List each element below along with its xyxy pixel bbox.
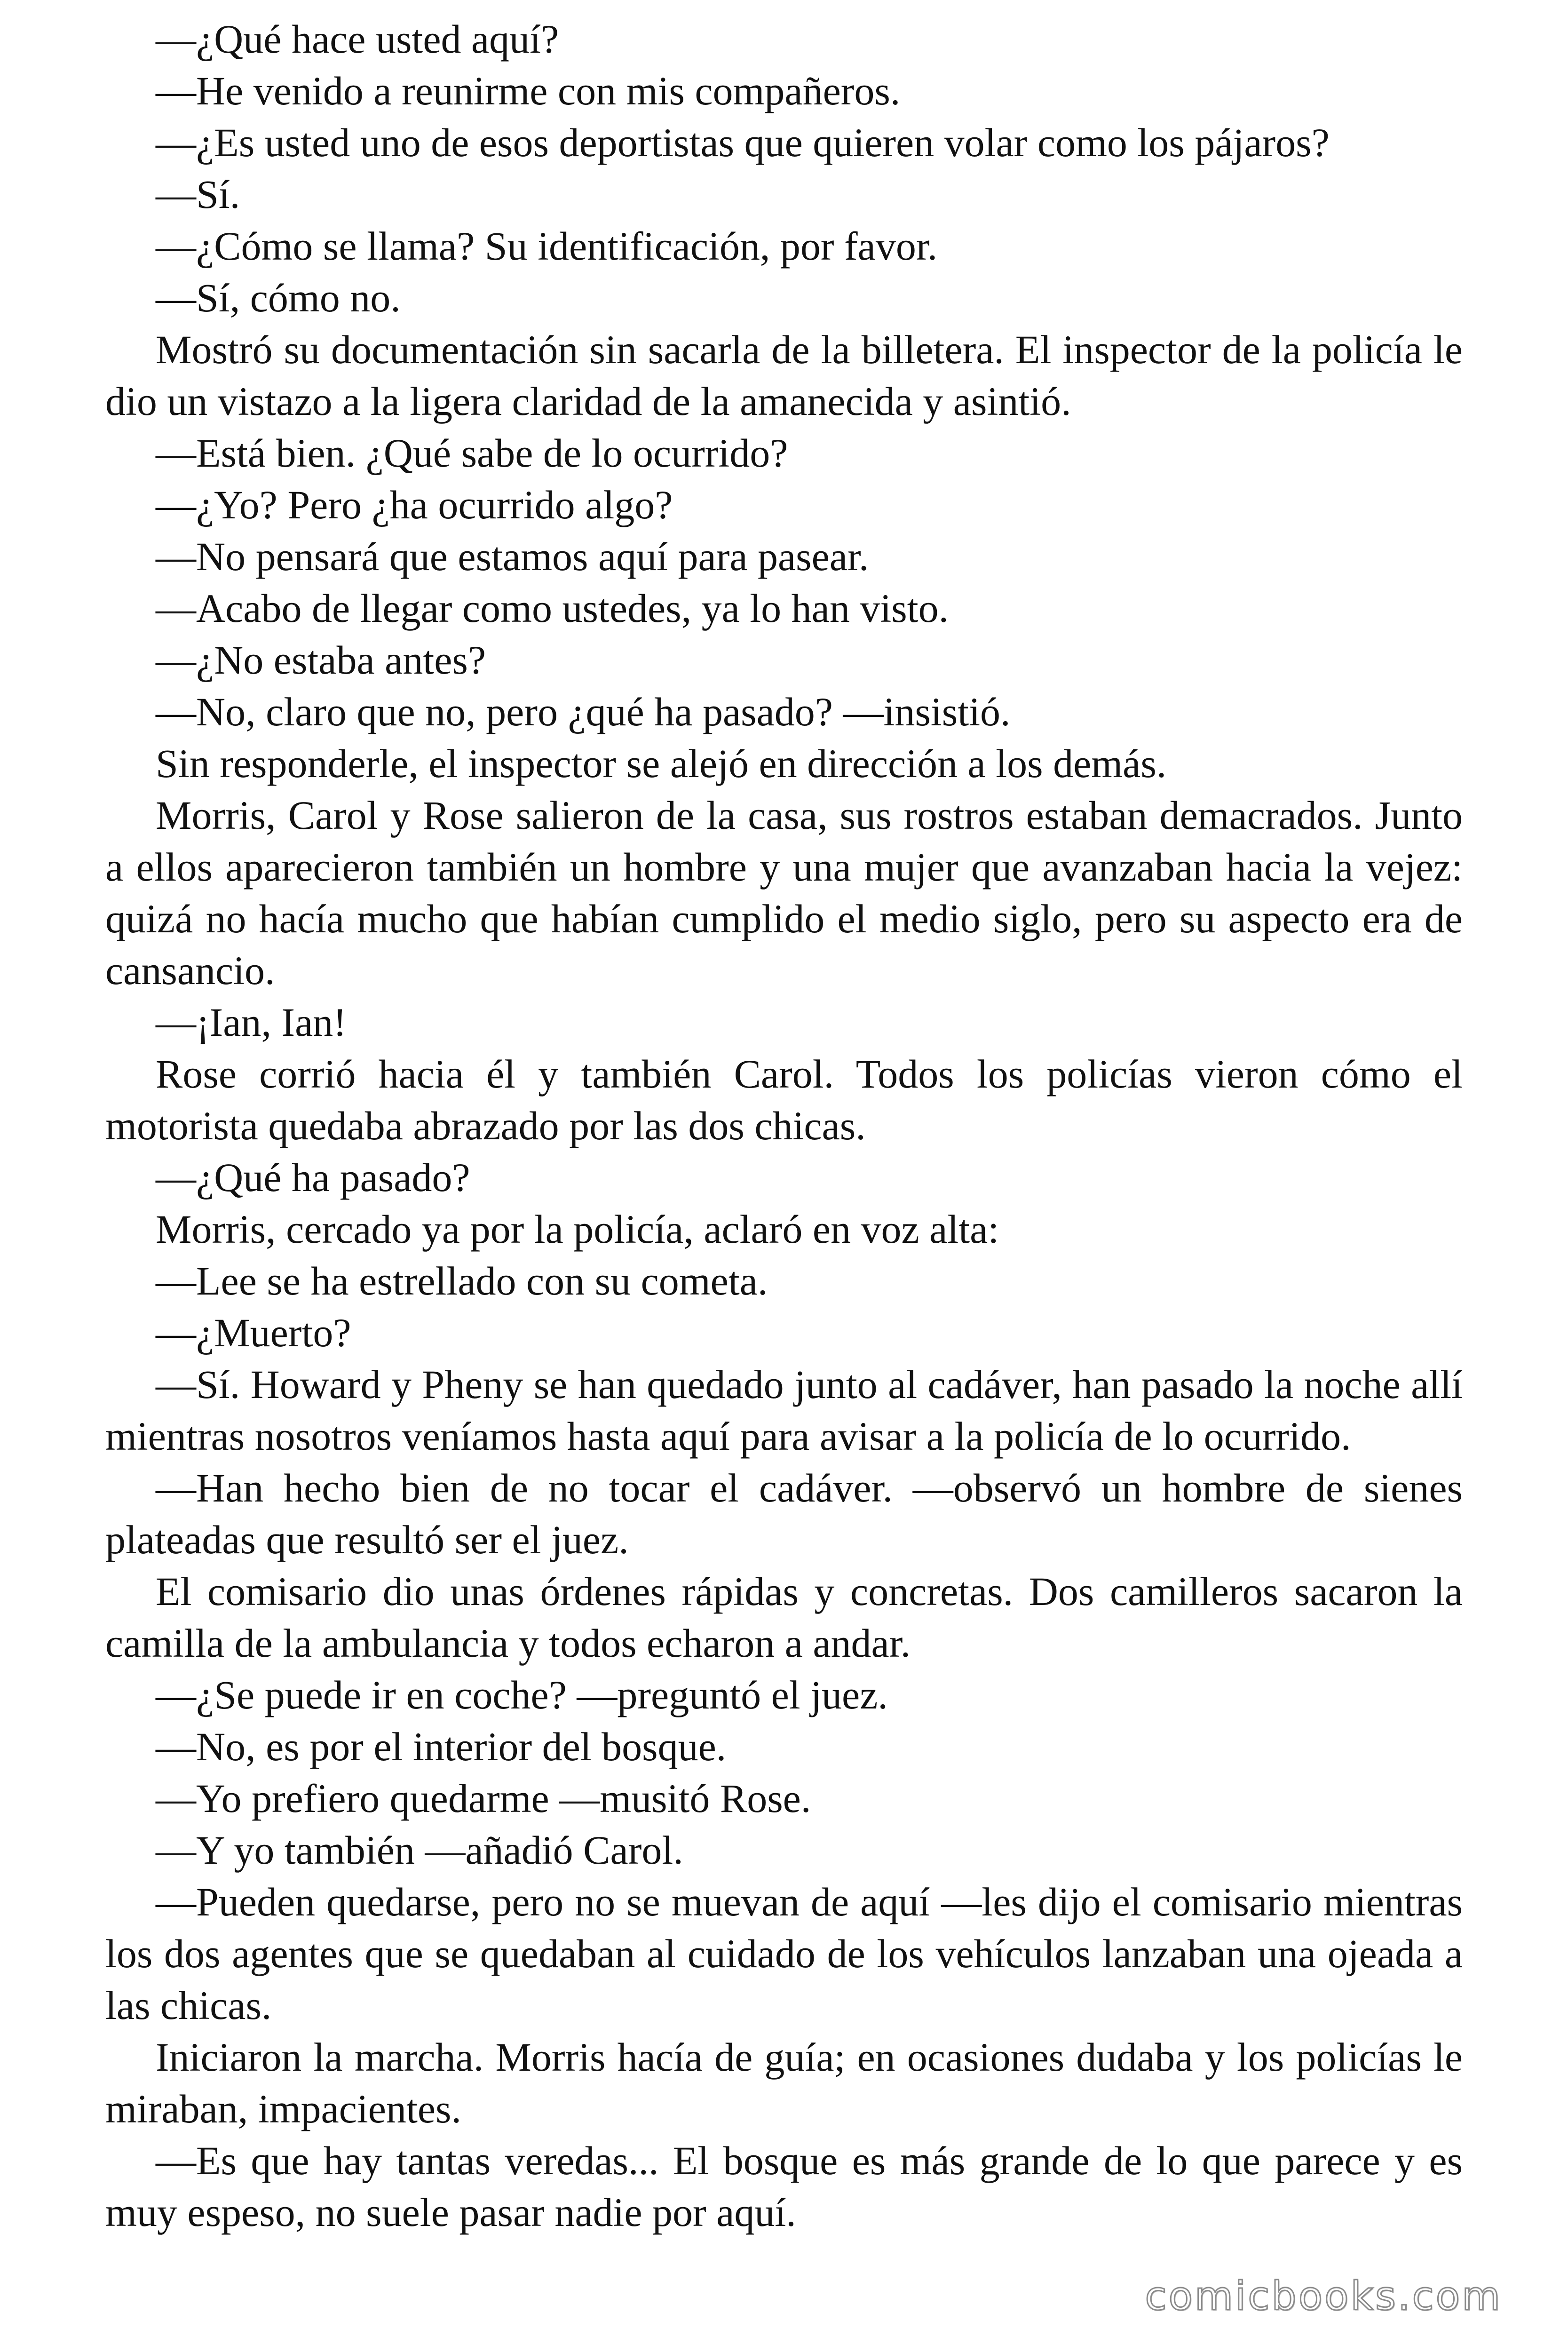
paragraph: —Y yo también —añadió Carol.: [156, 1828, 683, 1873]
paragraph: —¿Qué hace usted aquí?: [156, 16, 559, 62]
paragraph: —Pueden quedarse, pero no se muevan de aquí —les dijo el comisario mientras los dos agentes que se quedaban al cuidado de los vehículos lanzaban una ojeada a las chicas.: [105, 1879, 1463, 2028]
paragraph: —¿Yo? Pero ¿ha ocurrido algo?: [156, 482, 673, 527]
body-text: [105, 13, 1463, 2238]
paragraph: —¿Muerto?: [156, 1310, 351, 1355]
paragraph: —¿Qué ha pasado?: [156, 1155, 470, 1200]
paragraph: Iniciaron la marcha. Morris hacía de guía; en ocasiones dudaba y los policías le miraban, impacientes.: [105, 2034, 1463, 2131]
paragraph: El comisario dio unas órdenes rápidas y concretas. Dos camilleros sacaron la camilla de la ambulancia y todos echaron a andar.: [105, 1569, 1463, 1666]
paragraph: Mostró su documentación sin sacarla de la billetera. El inspector de la policía le dio un vistazo a la ligera claridad de la amanecida y asintió.: [105, 327, 1463, 424]
paragraph: —No, es por el interior del bosque.: [156, 1724, 727, 1769]
paragraph: —¡Ian, Ian!: [156, 1000, 347, 1045]
paragraph: Rose corrió hacia él y también Carol. Todos los policías vieron cómo el motorista quedaba abrazado por las dos chicas.: [105, 1051, 1463, 1148]
paragraph: —Es que hay tantas veredas... El bosque es más grande de lo que parece y es muy espeso, no suele pasar nadie por aquí.: [105, 2138, 1463, 2235]
paragraph: —Yo prefiero quedarme —musitó Rose.: [156, 1776, 811, 1821]
book-page: [105, 13, 1463, 2238]
paragraph: —¿Es usted uno de esos deportistas que quieren volar como los pájaros?: [156, 120, 1330, 165]
paragraph: —Sí. Howard y Pheny se han quedado junto al cadáver, han pasado la noche allí mientras nosotros veníamos hasta aquí para avisar a la policía de lo ocurrido.: [105, 1362, 1463, 1459]
paragraph: —¿No estaba antes?: [156, 637, 486, 683]
paragraph: —Sí, cómo no.: [156, 275, 401, 320]
paragraph: —Han hecho bien de no tocar el cadáver. —observó un hombre de sienes plateadas que resultó ser el juez.: [105, 1465, 1463, 1562]
paragraph: —Está bien. ¿Qué sabe de lo ocurrido?: [156, 430, 788, 476]
paragraph: —No pensará que estamos aquí para pasear.: [156, 534, 869, 579]
paragraph: Morris, cercado ya por la policía, aclaró en voz alta:: [156, 1207, 999, 1252]
paragraph: —No, claro que no, pero ¿qué ha pasado? —insistió.: [156, 689, 1011, 734]
paragraph: —¿Se puede ir en coche? —preguntó el juez.: [156, 1672, 888, 1717]
paragraph: Sin responderle, el inspector se alejó en dirección a los demás.: [156, 741, 1167, 786]
paragraph: —Sí.: [156, 172, 240, 217]
paragraph: —He venido a reunirme con mis compañeros.: [156, 68, 901, 113]
paragraph: —Acabo de llegar como ustedes, ya lo han visto.: [156, 586, 949, 631]
paragraph: Morris, Carol y Rose salieron de la casa, sus rostros estaban demacrados. Junto a ellos aparecieron también un hombre y una mujer que avanzaban hacia la vejez: quizá no hacía mucho que habían cumplido el medio siglo, pero su aspecto era de cansancio.: [105, 793, 1463, 993]
watermark: comicbooks.com: [1145, 2273, 1502, 2319]
paragraph: —Lee se ha estrellado con su cometa.: [156, 1258, 768, 1303]
paragraph: —¿Cómo se llama? Su identificación, por favor.: [156, 223, 938, 269]
